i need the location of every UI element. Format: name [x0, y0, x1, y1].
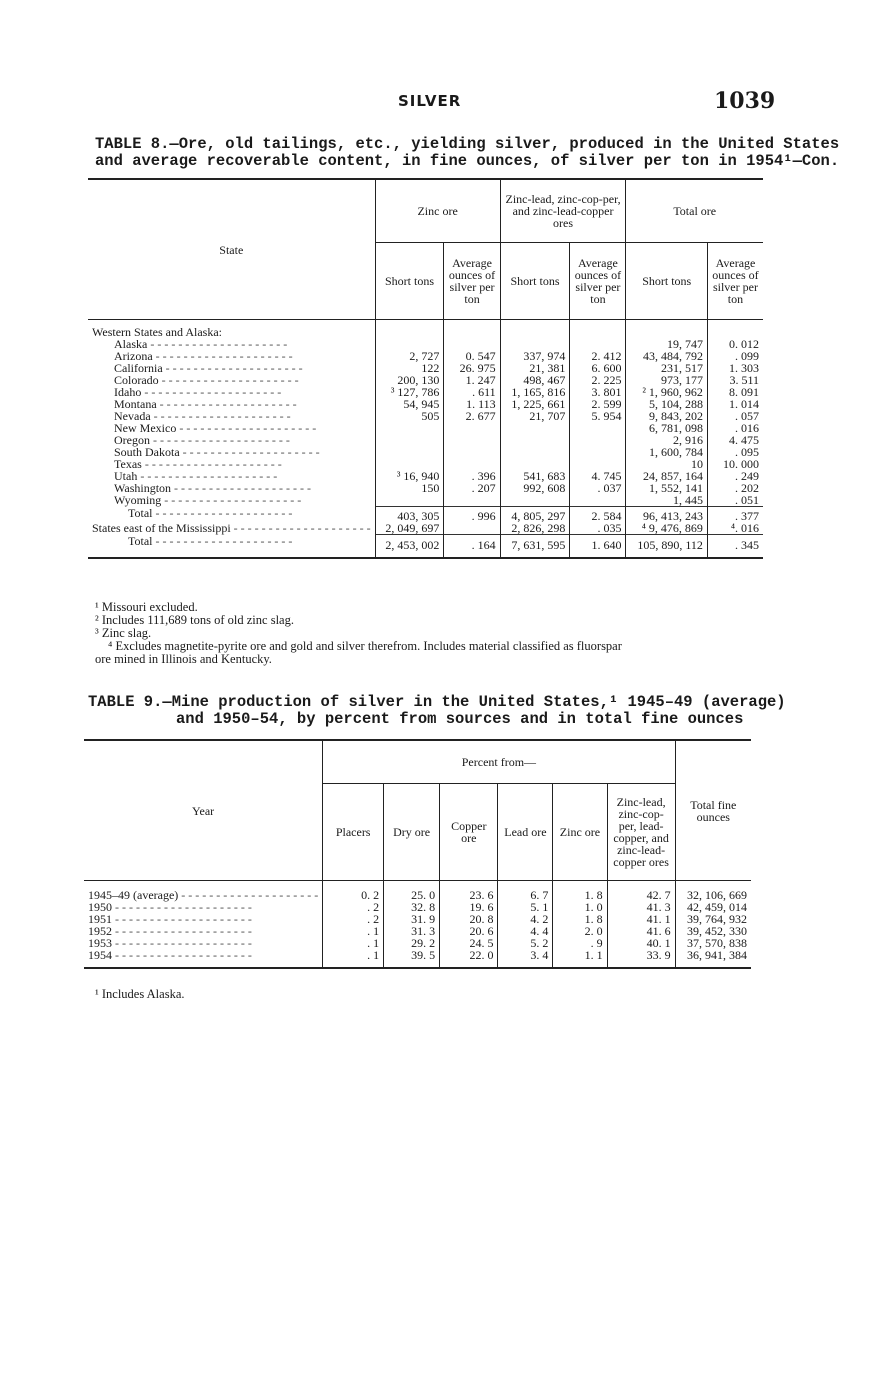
cell-ta: 0. 012: [707, 338, 763, 350]
cell-tt: 231, 517: [626, 362, 707, 374]
cell-p: 0. 2: [323, 881, 384, 902]
cell-zt: [375, 446, 444, 458]
row-state-label: Colorado - - -: [88, 374, 375, 386]
cell-lt: [500, 494, 570, 507]
cell-la: 3. 801: [570, 386, 626, 398]
row-state-label: South Dakota - - -: [88, 446, 375, 458]
cell-ta: . 051: [707, 494, 763, 507]
cell-za: 1. 247: [444, 374, 500, 386]
cell-lt: 21, 707: [500, 410, 570, 422]
cell-d: 25. 0: [384, 881, 440, 902]
cell-ta: ⁴. 016: [707, 522, 763, 535]
cell-l: 4. 4: [498, 925, 553, 937]
col-header-lead-ore: Lead ore: [498, 784, 553, 881]
footnote: ¹ Missouri excluded.: [95, 600, 198, 614]
table8-caption: [95, 136, 839, 170]
col-header-placers: Placers: [323, 784, 384, 881]
cell-la: 4. 745: [570, 470, 626, 482]
cell-l: 5. 2: [498, 937, 553, 949]
cell-ta: . 377: [707, 507, 763, 523]
cell-p: . 2: [323, 901, 384, 913]
row-state-label: Total - - -: [88, 507, 375, 523]
cell-lt: 1, 165, 816: [500, 386, 570, 398]
row-year-label: 1953 - - -: [84, 937, 323, 949]
cell-ta: 4. 475: [707, 434, 763, 446]
cell-ta: . 345: [707, 535, 763, 559]
footnote: ⁴ Excludes magnetite-pyrite ore and gold and silver therefrom. Includes material classified as fluorspar: [108, 639, 622, 653]
cell-tt: 43, 484, 792: [626, 350, 707, 362]
cell-zt: 2, 453, 002: [375, 535, 444, 559]
row-year-label: 1950 - - -: [84, 901, 323, 913]
group-header-total: Total ore: [626, 179, 763, 243]
cell-l: 4. 2: [498, 913, 553, 925]
row-state-label: Nevada - - -: [88, 410, 375, 422]
cell-c: 19. 6: [440, 901, 498, 913]
row-state-label: New Mexico - - -: [88, 422, 375, 434]
cell-t: 39, 452, 330: [675, 925, 751, 937]
row-year-label: 1954 - - -: [84, 949, 323, 968]
cell-za: . 164: [444, 535, 500, 559]
cell-z: 1. 8: [553, 913, 607, 925]
cell-z: 1. 8: [553, 881, 607, 902]
cell-p: . 1: [323, 925, 384, 937]
cell-zl: 40. 1: [607, 937, 675, 949]
table9-footnote: ¹ Includes Alaska.: [95, 987, 185, 1001]
cell-tt: 9, 843, 202: [626, 410, 707, 422]
row-year-label: 1945–49 (average) - - -: [84, 881, 323, 902]
cell-la: 2. 412: [570, 350, 626, 362]
cell-ta: 10. 000: [707, 458, 763, 470]
cell-ta: 1. 303: [707, 362, 763, 374]
row-state-label: Oregon - - -: [88, 434, 375, 446]
cell-zt: 150: [375, 482, 444, 494]
group-header-zinc: Zinc ore: [375, 179, 500, 243]
col-header-avg-ounces: Average ounces of silver per ton: [570, 243, 626, 320]
cell-z: 2. 0: [553, 925, 607, 937]
cell-tt: 5, 104, 288: [626, 398, 707, 410]
col-header-dry-ore: Dry ore: [384, 784, 440, 881]
cell-d: 31. 9: [384, 913, 440, 925]
row-state-label: Utah - - -: [88, 470, 375, 482]
col-header-state: State: [88, 179, 375, 320]
cell-tt: 19, 747: [626, 338, 707, 350]
cell-zt: 403, 305: [375, 507, 444, 523]
cell-zt: ³ 127, 786: [375, 386, 444, 398]
cell-p: . 1: [323, 949, 384, 968]
footnote: ² Includes 111,689 tons of old zinc slag.: [95, 613, 294, 627]
cell-la: 2. 584: [570, 507, 626, 523]
cell-d: 39. 5: [384, 949, 440, 968]
cell-p: . 2: [323, 913, 384, 925]
group-header-percent: Percent from—: [323, 740, 675, 784]
table8: [88, 178, 763, 559]
cell-ta: . 249: [707, 470, 763, 482]
cell-za: [444, 522, 500, 535]
cell-la: [570, 422, 626, 434]
cell-ta: 3. 511: [707, 374, 763, 386]
row-state-label: Montana - - -: [88, 398, 375, 410]
cell-tt: 1, 600, 784: [626, 446, 707, 458]
row-state-label: Total - - -: [88, 535, 375, 559]
cell-d: 29. 2: [384, 937, 440, 949]
page-number: 1039: [714, 88, 776, 114]
cell-tt: 96, 413, 243: [626, 507, 707, 523]
cell-tt: 10: [626, 458, 707, 470]
row-year-label: 1952 - - -: [84, 925, 323, 937]
cell-la: . 035: [570, 522, 626, 535]
row-state-label: Washington - - -: [88, 482, 375, 494]
cell-c: 20. 6: [440, 925, 498, 937]
cell-lt: 992, 608: [500, 482, 570, 494]
cell-tt: 1, 552, 141: [626, 482, 707, 494]
cell-za: [444, 434, 500, 446]
row-state-label: Idaho - - -: [88, 386, 375, 398]
col-header-copper-ore: Copper ore: [440, 784, 498, 881]
cell-za: 1. 113: [444, 398, 500, 410]
cell-tt: 1, 445: [626, 494, 707, 507]
cell-d: 31. 3: [384, 925, 440, 937]
section-label: Western States and Alaska:: [92, 325, 223, 339]
row-state-label: Wyoming - - -: [88, 494, 375, 507]
cell-d: 32. 8: [384, 901, 440, 913]
table-row: [84, 949, 751, 968]
table-row: [84, 881, 751, 902]
table-row: [88, 535, 763, 559]
running-title: SILVER: [398, 92, 462, 110]
cell-p: . 1: [323, 937, 384, 949]
cell-za: [444, 494, 500, 507]
cell-z: 1. 1: [553, 949, 607, 968]
cell-z: . 9: [553, 937, 607, 949]
cell-l: 6. 7: [498, 881, 553, 902]
table9-caption: [88, 694, 786, 728]
col-header-zinc-lead-ores: Zinc-lead, zinc-cop-per, lead-copper, and zinc-lead-copper ores: [607, 784, 675, 881]
col-header-short-tons: Short tons: [375, 243, 444, 320]
row-state-label: Texas - - -: [88, 458, 375, 470]
cell-za: . 996: [444, 507, 500, 523]
cell-za: . 396: [444, 470, 500, 482]
cell-tt: 6, 781, 098: [626, 422, 707, 434]
cell-zt: [375, 494, 444, 507]
table-row: [88, 507, 763, 523]
cell-t: 42, 459, 014: [675, 901, 751, 913]
cell-t: 39, 764, 932: [675, 913, 751, 925]
cell-lt: [500, 446, 570, 458]
cell-c: 20. 8: [440, 913, 498, 925]
cell-zt: 505: [375, 410, 444, 422]
cell-lt: 337, 974: [500, 350, 570, 362]
table8-caption-line1: TABLE 8.—Ore, old tailings, etc., yielding silver, produced in the United States: [95, 135, 840, 153]
cell-l: 3. 4: [498, 949, 553, 968]
cell-zt: 2, 727: [375, 350, 444, 362]
cell-c: 22. 0: [440, 949, 498, 968]
cell-zl: 41. 6: [607, 925, 675, 937]
cell-la: 2. 225: [570, 374, 626, 386]
cell-zl: 41. 1: [607, 913, 675, 925]
cell-zt: 122: [375, 362, 444, 374]
row-year-label: 1951 - - -: [84, 913, 323, 925]
cell-la: . 037: [570, 482, 626, 494]
cell-ta: . 099: [707, 350, 763, 362]
cell-lt: [500, 434, 570, 446]
cell-tt: 2, 916: [626, 434, 707, 446]
cell-zt: [375, 422, 444, 434]
cell-zt: 2, 049, 697: [375, 522, 444, 535]
cell-la: [570, 494, 626, 507]
col-header-zinc-ore: Zinc ore: [553, 784, 607, 881]
cell-lt: [500, 422, 570, 434]
cell-lt: 2, 826, 298: [500, 522, 570, 535]
cell-za: . 611: [444, 386, 500, 398]
cell-zl: 42. 7: [607, 881, 675, 902]
col-header-year: Year: [84, 740, 323, 881]
cell-zt: [375, 434, 444, 446]
cell-lt: 4, 805, 297: [500, 507, 570, 523]
table8-caption-line2: and average recoverable content, in fine ounces, of silver per ton in 1954¹—Con.: [95, 152, 840, 170]
cell-ta: . 057: [707, 410, 763, 422]
cell-lt: 1, 225, 661: [500, 398, 570, 410]
cell-zt: ³ 16, 940: [375, 470, 444, 482]
cell-zt: 54, 945: [375, 398, 444, 410]
row-state-label: Arizona - - -: [88, 350, 375, 362]
table9: [84, 739, 751, 969]
cell-t: 37, 570, 838: [675, 937, 751, 949]
table8-footnotes: [95, 601, 765, 666]
cell-za: [444, 446, 500, 458]
col-header-total-ounces: Total fine ounces: [675, 740, 751, 881]
table-row: [88, 522, 763, 535]
cell-ta: . 202: [707, 482, 763, 494]
cell-c: 24. 5: [440, 937, 498, 949]
cell-la: 5. 954: [570, 410, 626, 422]
table9-caption-line2: and 1950–54, by percent from sources and in total fine ounces: [176, 710, 744, 728]
table-row: [88, 494, 763, 507]
cell-tt: 973, 177: [626, 374, 707, 386]
cell-la: [570, 434, 626, 446]
cell-za: . 207: [444, 482, 500, 494]
cell-tt: 105, 890, 112: [626, 535, 707, 559]
cell-ta: 1. 014: [707, 398, 763, 410]
cell-zl: 41. 3: [607, 901, 675, 913]
col-header-short-tons: Short tons: [626, 243, 707, 320]
row-state-label: California - - -: [88, 362, 375, 374]
cell-la: 2. 599: [570, 398, 626, 410]
cell-z: 1. 0: [553, 901, 607, 913]
cell-c: 23. 6: [440, 881, 498, 902]
cell-t: 32, 106, 669: [675, 881, 751, 902]
cell-ta: 8. 091: [707, 386, 763, 398]
cell-zl: 33. 9: [607, 949, 675, 968]
cell-ta: . 095: [707, 446, 763, 458]
cell-lt: 498, 467: [500, 374, 570, 386]
col-header-avg-ounces: Average ounces of silver per ton: [707, 243, 763, 320]
cell-za: [444, 422, 500, 434]
cell-za: 26. 975: [444, 362, 500, 374]
table9-caption-line1: TABLE 9.—Mine production of silver in the United States,¹ 1945–49 (average): [88, 693, 786, 711]
cell-la: 1. 640: [570, 535, 626, 559]
cell-lt: 541, 683: [500, 470, 570, 482]
footnote: ³ Zinc slag.: [95, 626, 152, 640]
cell-lt: 21, 381: [500, 362, 570, 374]
cell-ta: . 016: [707, 422, 763, 434]
col-header-avg-ounces: Average ounces of silver per ton: [444, 243, 500, 320]
cell-zt: 200, 130: [375, 374, 444, 386]
cell-la: [570, 446, 626, 458]
cell-lt: 7, 631, 595: [500, 535, 570, 559]
cell-l: 5. 1: [498, 901, 553, 913]
col-header-short-tons: Short tons: [500, 243, 570, 320]
cell-tt: 24, 857, 164: [626, 470, 707, 482]
cell-tt: ² 1, 960, 962: [626, 386, 707, 398]
cell-t: 36, 941, 384: [675, 949, 751, 968]
footnote: ore mined in Illinois and Kentucky.: [95, 652, 272, 666]
cell-la: 6. 600: [570, 362, 626, 374]
cell-tt: ⁴ 9, 476, 869: [626, 522, 707, 535]
cell-za: 2. 677: [444, 410, 500, 422]
row-state-label: Alaska - - -: [88, 338, 375, 350]
group-header-zinc-lead: Zinc-lead, zinc-cop-per, and zinc-lead-copper ores: [500, 179, 626, 243]
row-state-label: States east of the Mississippi - - -: [88, 522, 375, 535]
cell-za: 0. 547: [444, 350, 500, 362]
